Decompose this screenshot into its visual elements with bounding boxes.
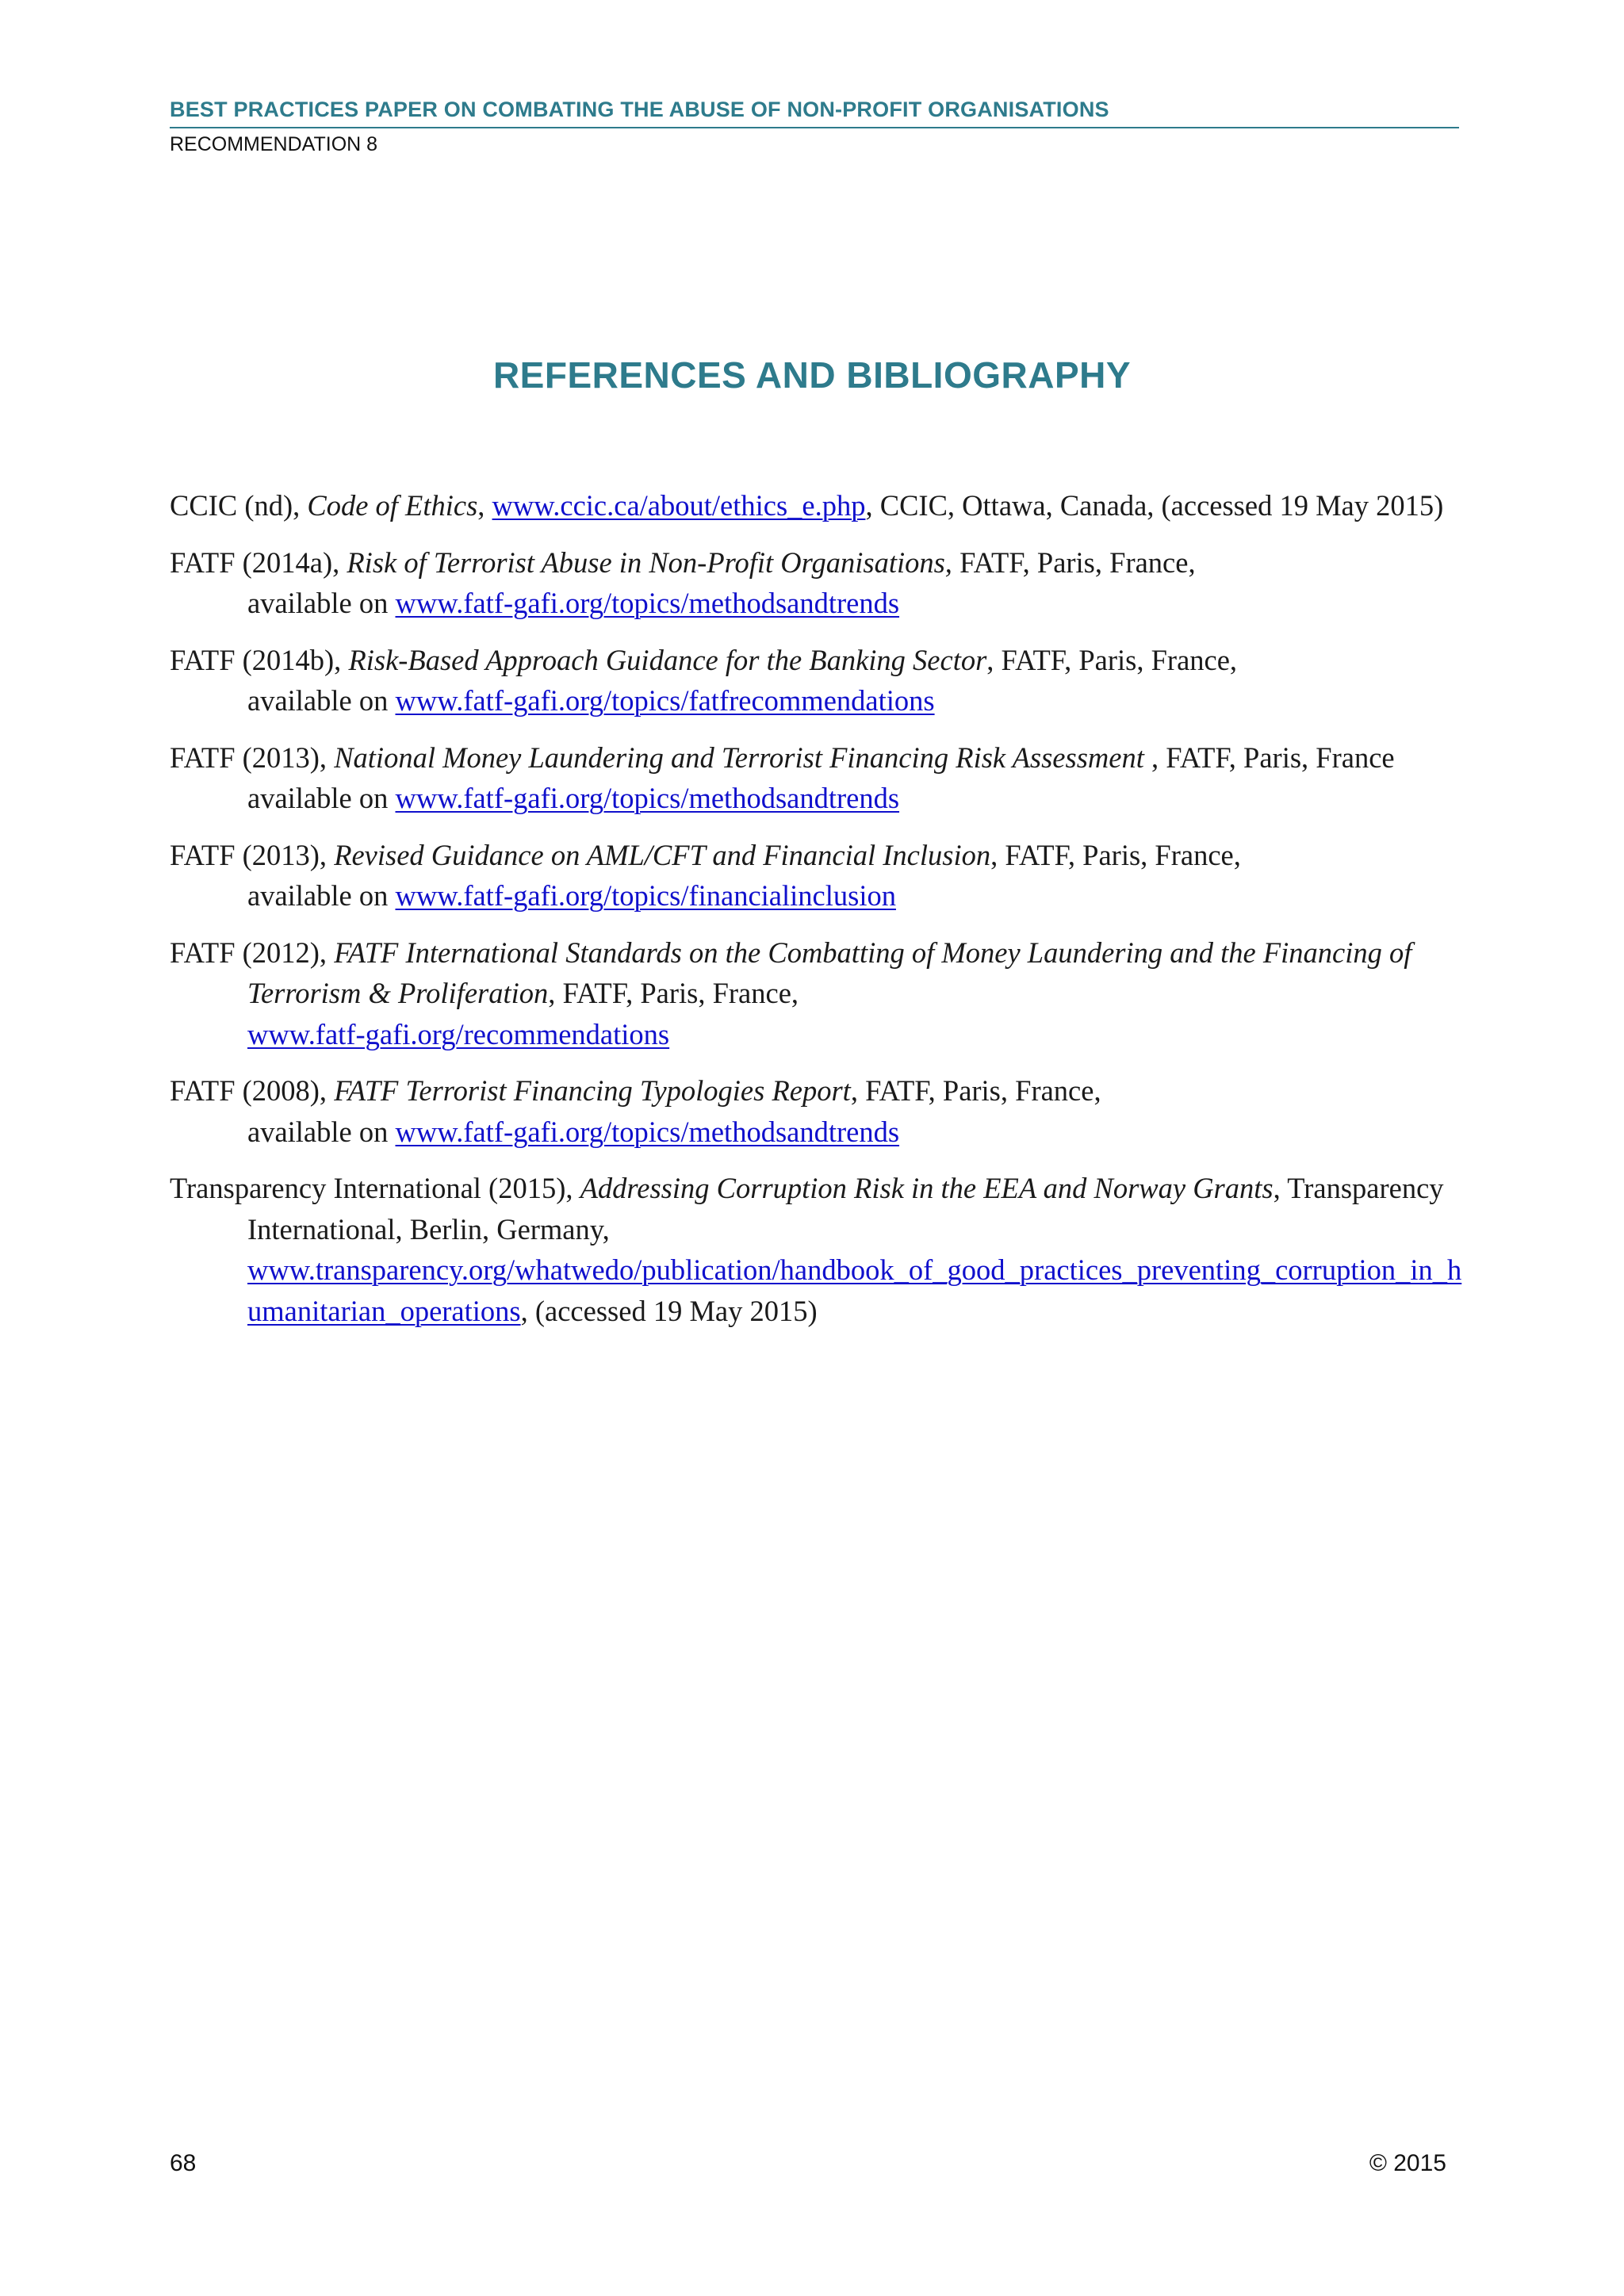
reference-item <box>170 1168 1462 1331</box>
reference-link[interactable]: www.fatf-gafi.org/topics/methodsandtrends <box>395 782 900 814</box>
copyright-notice: © 2015 <box>1369 2150 1446 2176</box>
reference-text: available on <box>247 684 396 717</box>
reference-text: , <box>477 489 492 522</box>
reference-work-title: FATF Terrorist Financing Typologies Report <box>334 1074 851 1107</box>
reference-link[interactable]: www.fatf-gafi.org/recommendations <box>247 1017 670 1050</box>
reference-link[interactable]: www.ccic.ca/about/ethics_e.php <box>492 489 866 522</box>
reference-text: , FATF, Paris, France, <box>850 1074 1101 1107</box>
reference-author: FATF (2013), <box>170 838 335 871</box>
reference-link[interactable]: www.transparency.org/whatwedo/publication/handbook_of_good_practices_preventing_corruption_in_humanitarian_operations <box>247 1253 1462 1327</box>
reference-item <box>170 835 1462 916</box>
reference-item <box>170 932 1462 1055</box>
reference-work-title: Addressing Corruption Risk in the EEA and Norway Grants <box>580 1172 1274 1204</box>
reference-author: CCIC (nd), <box>170 489 308 522</box>
reference-item <box>170 542 1462 624</box>
reference-link[interactable]: www.fatf-gafi.org/topics/methodsandtrends <box>395 1115 900 1148</box>
reference-text: , FATF, Paris, France <box>1143 740 1395 774</box>
reference-text: available on <box>247 1115 396 1148</box>
reference-text: available on <box>247 782 396 814</box>
reference-text: , FATF, Paris, France, <box>986 643 1238 676</box>
page-header <box>170 94 1459 159</box>
reference-text: available on <box>247 587 396 619</box>
reference-link[interactable]: www.fatf-gafi.org/topics/methodsandtrends <box>395 587 900 619</box>
reference-author: FATF (2014b), <box>170 643 349 676</box>
running-header-title: BEST PRACTICES PAPER ON COMBATING THE ABUSE OF NON-PROFIT ORGANISATIONS <box>170 98 1109 121</box>
reference-work-title: Revised Guidance on AML/CFT and Financial Inclusion <box>334 838 991 871</box>
reference-link[interactable]: www.fatf-gafi.org/topics/fatfrecommendations <box>395 684 935 717</box>
reference-list <box>170 485 1462 1347</box>
reference-author: Transparency International (2015), <box>170 1172 580 1204</box>
reference-link[interactable]: www.fatf-gafi.org/topics/financialinclusion <box>395 879 896 912</box>
reference-item <box>170 640 1462 721</box>
running-header-subtitle: RECOMMENDATION 8 <box>170 133 378 155</box>
reference-item <box>170 737 1462 819</box>
page-number: 68 <box>170 2150 197 2176</box>
reference-text: , FATF, Paris, France, <box>990 838 1241 871</box>
reference-work-title: FATF International Standards on the Combatting of Money Laundering and the Financing of Terrorism & Proliferation <box>247 936 1412 1009</box>
reference-item <box>170 485 1462 526</box>
reference-item <box>170 1070 1462 1152</box>
reference-text: , CCIC, Ottawa, Canada, (accessed 19 May 2015) <box>865 489 1444 522</box>
reference-text: , FATF, Paris, France, <box>548 977 799 1009</box>
header-divider <box>170 127 1459 128</box>
reference-work-title: Code of Ethics <box>307 489 478 522</box>
reference-author: FATF (2014a), <box>170 545 347 579</box>
reference-text: , Transparency International, Berlin, Germany, <box>247 1172 1444 1246</box>
reference-work-title: Risk of Terrorist Abuse in Non-Profit Organisations, <box>347 545 952 579</box>
reference-author: FATF (2012), <box>170 936 335 969</box>
reference-text: available on <box>247 879 396 912</box>
reference-text: FATF, Paris, France, <box>952 545 1196 579</box>
reference-text: , (accessed 19 May 2015) <box>520 1294 818 1327</box>
reference-work-title: Risk-Based Approach Guidance for the Banking Sector <box>348 643 987 676</box>
reference-author: FATF (2013), <box>170 740 335 774</box>
section-title: REFERENCES AND BIBLIOGRAPHY <box>492 354 1132 396</box>
reference-author: FATF (2008), <box>170 1074 335 1107</box>
reference-work-title: National Money Laundering and Terrorist Financing Risk Assessment <box>334 740 1144 774</box>
